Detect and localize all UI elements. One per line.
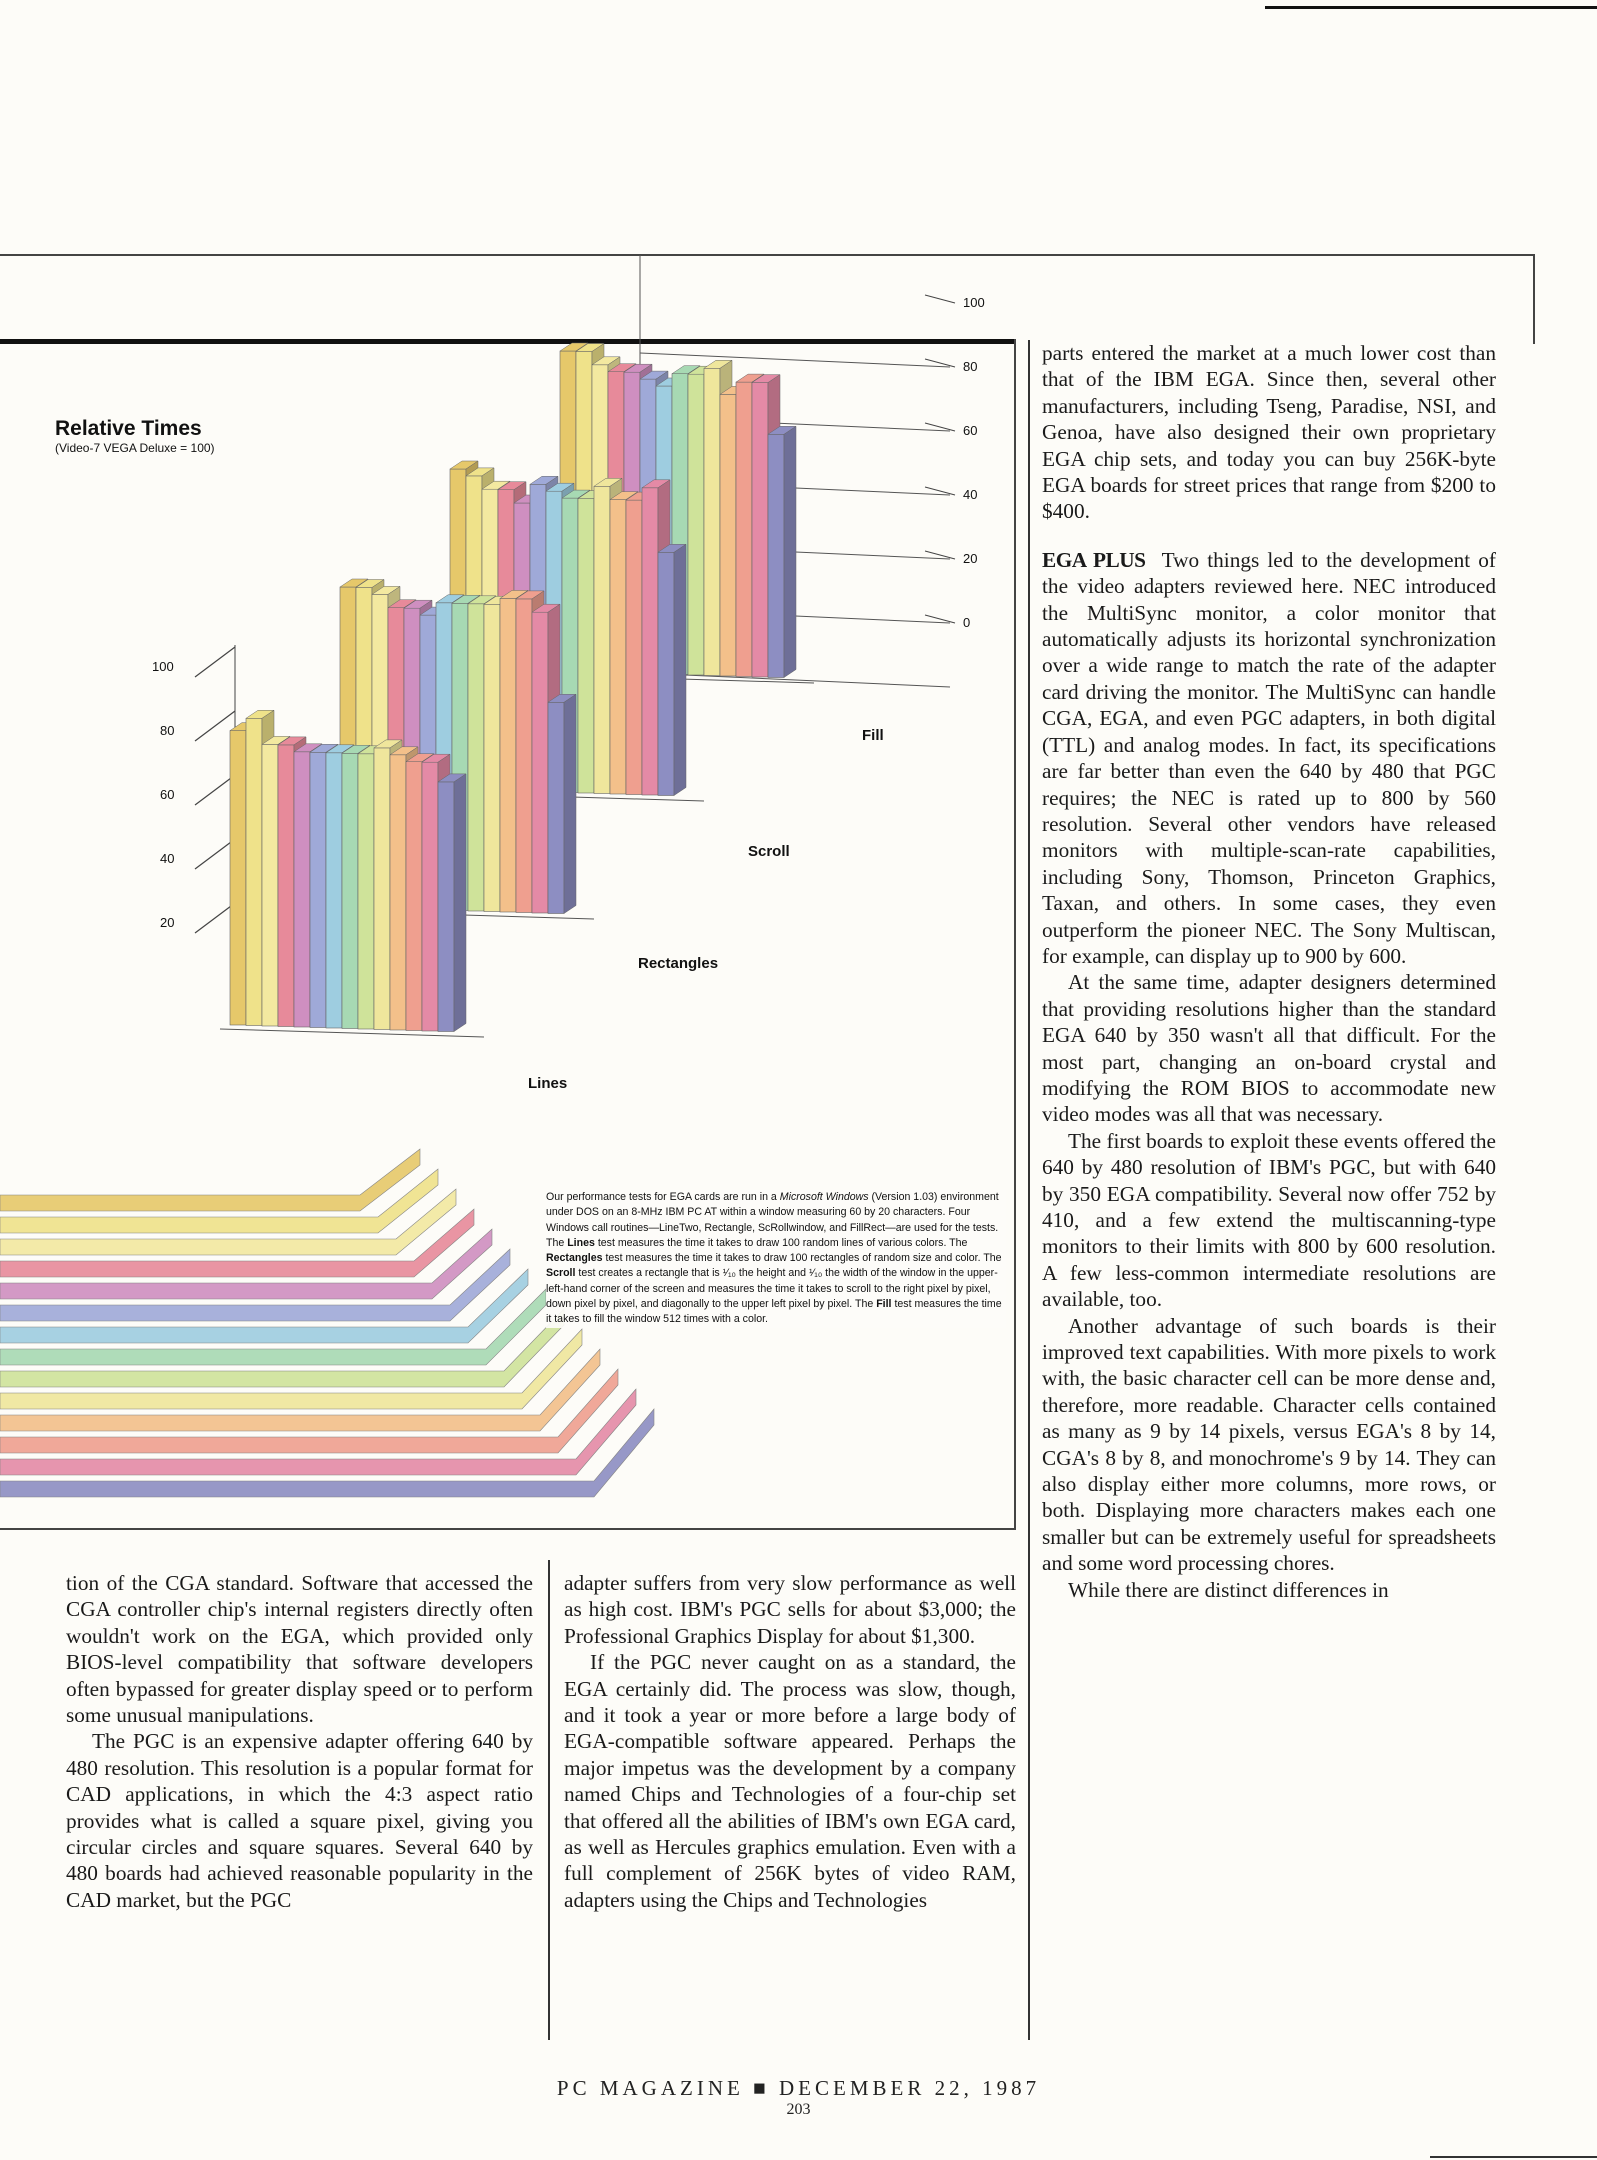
back-axis-tick-0: 0	[963, 615, 971, 630]
bar-side	[564, 694, 576, 913]
right-paragraph-1: parts entered the market at a much lower cost than that of the IBM EGA. Since then, several other manufacturers, including Tseng, Paradise, NSI, and Genoa, have also designed their own proprietary EGA chip sets, and today you can buy 256K-byte EGA boards for street prices that range from $200 to $400.	[1042, 341, 1496, 524]
bar-fill-13	[752, 383, 768, 677]
back-axis-tick-80: 80	[963, 359, 978, 374]
bar-lines-12	[406, 762, 422, 1031]
bar-lines-5	[294, 752, 310, 1027]
right-paragraph-3: At the same time, adapter designers determined that providing resolutions higher than the standard EGA 640 by 350 wasn't all that difficult. For the most part, changing an on-board crystal and modifying the ROM BIOS to accommodate new video modes was all that was necessary.	[1042, 970, 1496, 1127]
category-label-lines: Lines	[528, 1075, 568, 1092]
front-axis-tick-100: 100	[152, 659, 174, 674]
article-column-right	[1042, 340, 1496, 1603]
bar-scroll-14	[658, 552, 674, 795]
front-axis-tick	[195, 711, 235, 741]
bar-lines-9	[358, 754, 374, 1029]
front-axis-tick	[195, 903, 235, 933]
page-footer: PC MAGAZINE ■ DECEMBER 22, 1987	[556, 2076, 1041, 2100]
article-column-left	[66, 1570, 533, 1913]
bar-side	[454, 774, 466, 1032]
bar-lines-14	[438, 782, 454, 1032]
bar-rectangles-10	[484, 604, 500, 911]
bar-rectangles-9	[468, 604, 484, 911]
back-grid-line	[640, 673, 950, 687]
right-paragraph-6: While there are distinct differences in	[1068, 1577, 1389, 1602]
middle-paragraph-1: adapter suffers from very slow performance as well as high cost. IBM's PGC sells for about $3,000; the Professional Graphics Display for about $1,300.	[564, 1571, 1016, 1648]
left-paragraph-1: tion of the CGA standard. Software that accessed the CGA controller chip's internal registers directly often wouldn't work on the EGA, which provided only BIOS-level compatibility that software developers often bypassed for greater display speed or to perform some unusual manipulations.	[66, 1571, 533, 1728]
front-axis-tick	[195, 839, 235, 869]
category-label-fill: Fill	[862, 727, 884, 744]
right-paragraph-4: The first boards to exploit these events offered the 640 by 480 resolution of IBM's PGC, but with 640 by 350 EGA compatibility. Several now offer 752 by 410, and a few extend the multiscanning-type monitors to their limits with 800 by 600 resolution. A few less-common intermediate resolutions are available, too.	[1042, 1128, 1496, 1312]
right-paragraph-2: EGA PLUS Two things led to the development of the video adapters reviewed here. NEC introduced the MultiSync monitor, a color monitor that automatically adjusts its horizontal synchronization over a wide range to match the rate of the adapter card driving the monitor. The MultiSync can handle CGA, EGA, and even PGC adapters, in both digital (TTL) and analog modes. In fact, its specifications are far better than even the 640 by 480 that PGC requires; the NEC is rated up to 800 by 560 resolution. Several other vendors have released monitors with multiple-scan-rate capabilities, including Sony, Thomson, Princeton Graphics, Taxan, and others. In some cases, they even outperform the pioneer NEC. The Sony Multiscan, for example, can display up to 900 by 600.	[1042, 547, 1496, 968]
bar-fill-14	[768, 434, 784, 677]
front-axis-tick	[195, 775, 235, 805]
right-paragraph-5: Another advantage of such boards is their improved text capabilities. With more pixels to work with, the basic character cell can be more dense and, therefore, more readable. Character cells contained as many as 9 by 14 pixels, versus EGA's 8 by 14, CGA's 8 by 8, and monochrome's 9 by 14. They can also display either more columns, more rows, or both. Displaying more characters makes each one smaller but can be extremely useful for spreadsheets and some word processing chores.	[1042, 1313, 1496, 1576]
series-ribbon	[0, 1149, 420, 1211]
bar-scroll-9	[578, 499, 594, 793]
bar-side	[674, 544, 686, 795]
column-divider-right	[1028, 340, 1030, 2040]
relative-times-chart	[0, 255, 1000, 1535]
bar-scroll-13	[642, 488, 658, 795]
bar-lines-10	[374, 748, 390, 1030]
back-axis-tick-mark	[925, 295, 955, 303]
bar-lines-7	[326, 753, 342, 1028]
bar-rectangles-13	[532, 612, 548, 913]
bar-side	[784, 426, 796, 677]
category-label-scroll: Scroll	[748, 843, 790, 860]
bar-fill-12	[736, 382, 752, 676]
bar-rectangles-12	[516, 599, 532, 913]
bar-lines-13	[422, 762, 438, 1031]
bar-fill-9	[688, 374, 704, 675]
bar-scroll-10	[594, 486, 610, 793]
column-divider-left	[548, 1560, 550, 2040]
bar-scroll-11	[610, 500, 626, 794]
front-axis-tick-40: 40	[160, 851, 175, 866]
bar-fill-10	[704, 368, 720, 675]
back-grid-line	[640, 353, 950, 367]
bar-rectangles-11	[500, 598, 516, 912]
left-paragraph-2: The PGC is an expensive adapter offering 640 by 480 resolution. This resolution is a popular format for CAD applications, in which the 4:3 aspect ratio provides what is called a square pixel, giving you circular circles and square squares. Several 640 by 480 boards had achieved reasonable popularity in the CAD market, but the PGC	[66, 1729, 533, 1912]
chart-subtitle: (Video-7 VEGA Deluxe = 100)	[55, 441, 215, 455]
bar-lines-8	[342, 753, 358, 1028]
middle-paragraph-2: If the PGC never caught on as a standard, the EGA certainly did. The process was slow, though, and it took a year or more before a large body of EGA-compatible software appeared. Perhaps the major impetus was the development by a company named Chips and Technologies of a four-chip set that offered all the abilities of IBM's own EGA card, as well as Hercules graphics emulation. Even with a full complement of 256K bytes of video RAM, adapters using the Chips and Technologies	[564, 1650, 1016, 1912]
bar-lines-3	[262, 744, 278, 1026]
bottom-right-rule	[1430, 2156, 1597, 2158]
article-column-middle	[564, 1570, 1016, 1913]
back-axis-tick-40: 40	[963, 487, 978, 502]
chart-frame-right-rule	[1533, 254, 1535, 344]
top-right-rule	[1265, 6, 1597, 9]
bar-scroll-12	[626, 500, 642, 794]
front-axis-tick-60: 60	[160, 787, 175, 802]
bar-lines-11	[390, 755, 406, 1030]
back-axis-tick-20: 20	[963, 551, 978, 566]
page-number: 203	[786, 2101, 811, 2118]
bar-rectangles-14	[548, 702, 564, 913]
front-axis-tick-80: 80	[160, 723, 175, 738]
bar-lines-1	[230, 731, 246, 1025]
bar-lines-6	[310, 752, 326, 1027]
front-axis-tick-20: 20	[160, 915, 175, 930]
bar-lines-4	[278, 745, 294, 1027]
chart-frame-side-rule	[1014, 339, 1016, 1530]
back-axis-tick-100: 100	[963, 295, 985, 310]
section-heading-ega-plus: EGA PLUS	[1042, 547, 1146, 572]
chart-title: Relative Times	[55, 417, 202, 440]
chart-caption: Our performance tests for EGA cards are run in a Microsoft Windows (Version 1.03) environment under DOS on an 8-MHz IBM PC AT within a window measuring 60 by 20 characters. Four Windows call routines—LineTwo, Rectangle, ScRollwindow, and FillRect—are used for the tests. The Lines test measures the time it takes to draw 100 random lines of various colors. The Rectangles test measures the time it takes to draw 100 rectangles of random size and color. The Scroll test creates a rectangle that is ¹⁄₁₀ the height and ¹⁄₁₀ the width of the window in the upper-left-hand corner of the screen and measures the time it takes to scroll to the right pixel by pixel, down pixel by pixel, and diagonally to the upper left pixel by pixel. The Fill test measures the time it takes to fill the window 512 times with a color.	[546, 1190, 1006, 1328]
category-label-rectangles: Rectangles	[638, 955, 719, 972]
back-axis-tick-60: 60	[963, 423, 978, 438]
bar-fill-11	[720, 394, 736, 676]
front-axis-tick	[195, 647, 235, 677]
bar-lines-2	[246, 718, 262, 1025]
